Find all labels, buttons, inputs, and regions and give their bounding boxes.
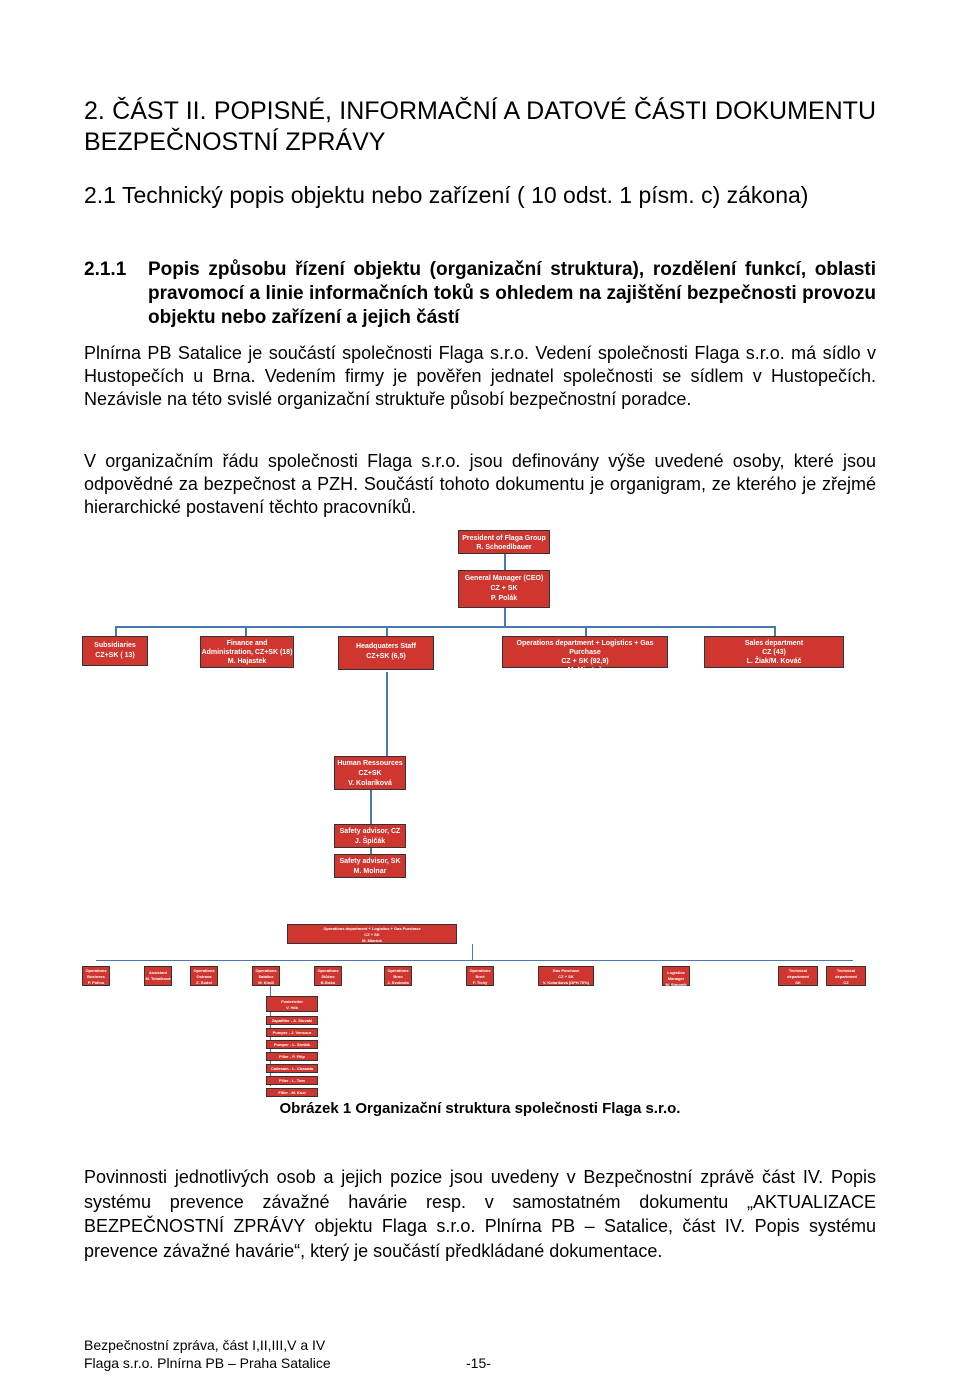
- subsection-number: 2.1.1: [84, 259, 127, 280]
- paragraph-2: V organizačním řádu společnosti Flaga s.r.o. jsou definovány výše uvedené osoby, které jsou odpovědné za bezpečnost a PZH. Součástí tohoto dokumentu je organigram, ze kterého je zřejmé hierarchické postavení těchto pracovníků.: [84, 451, 876, 517]
- org-box-finance: Finance and Administration, CZ+SK (18) M. Hajastek: [200, 636, 294, 668]
- org-box-operations: Operations department + Logistics + Gas Purchase CZ + SK (92,9) M. Miartuš: [502, 636, 668, 668]
- figure-caption: Obrázek 1 Organizační struktura společnosti Flaga s.r.o.: [279, 1100, 681, 1117]
- org-box-headquarters: Headquaters Staff CZ+SK (6,5): [338, 636, 434, 670]
- paragraph-3: Povinnosti jednotlivých osob a jejich pozice jsou uvedeny v Bezpečnostní zprávě část IV. Popis systému prevence závažné havárie resp. v samostatném dokumentu „AKTUALIZACE BEZPEČNOSTNÍ ZPRÁVY objektu Flaga s.r.o. Plnírna PB – Satalice, část IV. Popis systému prevence závažné havárie“, který je součástí předkládané dokumentace.: [84, 1167, 876, 1261]
- org-box-subsidiaries: Subsidiaries CZ+SK ( 13): [82, 636, 148, 666]
- org-box-safety-advisor-cz: Safety advisor, CZ J. Špičák: [334, 824, 406, 848]
- org-box-general-manager: General Manager (CEO) CZ + SK P. Polák: [458, 570, 550, 608]
- org-box-level4: Operations Satalice M. Kindl: [252, 966, 280, 986]
- org-box-level5: Pumper - L. Stefáik: [266, 1040, 318, 1049]
- footer-line-2: Flaga s.r.o. Plnírna PB – Praha Satalice: [84, 1355, 331, 1371]
- paragraph-1: Plnírna PB Satalice je součástí společnosti Flaga s.r.o. Vedení společnosti Flaga s.r.o. má sídlo v Hustopečích u Brna. Vedením firmy je pověřen jednatel společnosti se sídlem v Hustopečích. Nezávisle na této svislé organizační struktuře působí bezpečnostní poradce.: [84, 343, 876, 409]
- org-box-sales: Sales department CZ (43) L. Žiak/M. Kováč: [704, 636, 844, 668]
- org-box-level4: Operations Ostrava Z. Sodol: [190, 966, 218, 986]
- org-box-level4: Logistics Manager M. Simoník: [662, 966, 690, 986]
- org-box-level4: Technical department CZ J. Pavlíček: [826, 966, 866, 986]
- org-box-level5: Filler - L. Tom: [266, 1076, 318, 1085]
- org-box-level4: Operations Stůžno B.Sisko: [314, 966, 342, 986]
- org-box-level5: Filler - P. Filip: [266, 1052, 318, 1061]
- footer-line-1: Bezpečnostní zpráva, část I,II,III,V a IV: [84, 1337, 326, 1353]
- org-box-level4: Assistant M. Tohalková: [144, 966, 172, 986]
- org-box-level4: Technical department SK R. Havel: [778, 966, 818, 986]
- chapter-heading: 2. ČÁST II. POPISNÉ, INFORMAČNÍ A DATOVÉ ČÁSTI DOKUMENTU BEZPEČNOSTNÍ ZPRÁVY: [84, 97, 876, 156]
- org-box-human-resources: Human Ressources CZ+SK V. Kolaríková: [334, 756, 406, 790]
- org-box-level5: Pumper - J. Vencour: [266, 1028, 318, 1037]
- org-box-level5: Cadesam - L. Chawala: [266, 1064, 318, 1073]
- org-box-level5: Fosterleiter V. Hilk: [266, 996, 318, 1012]
- org-box-level4: Operations Business P. Pollno: [82, 966, 110, 986]
- org-box-operations-head: Operations department + Logistics + Gas Purchase CZ + SK M. Miartuš: [287, 924, 457, 944]
- org-box-level5: Zapafilter - A. Slovaki: [266, 1016, 318, 1025]
- org-box-level4: Operations Brně F. Tichý: [466, 966, 494, 986]
- org-box-safety-advisor-sk: Safety advisor, SK M. Molnar: [334, 854, 406, 878]
- section-heading: 2.1 Technický popis objektu nebo zařízení ( 10 odst. 1 písm. c) zákona): [84, 182, 809, 208]
- subsection-title: Popis způsobu řízení objektu (organizační struktura), rozdělení funkcí, oblasti pravomocí a linie informačních toků s ohledem na zajištění bezpečnosti provozu objektu nebo zařízení a jejich částí: [148, 259, 876, 328]
- org-box-level4: Gas Purchase CZ + SK V. Kolaríková (DPH 70%): [538, 966, 594, 986]
- org-box-level4: Operations Brno J. Svoboda: [384, 966, 412, 986]
- page-number: -15-: [466, 1355, 491, 1371]
- org-box-level5: Filler - M. Kuci: [266, 1088, 318, 1097]
- org-box-president: President of Flaga Group R. Schoedlbauer: [458, 530, 550, 554]
